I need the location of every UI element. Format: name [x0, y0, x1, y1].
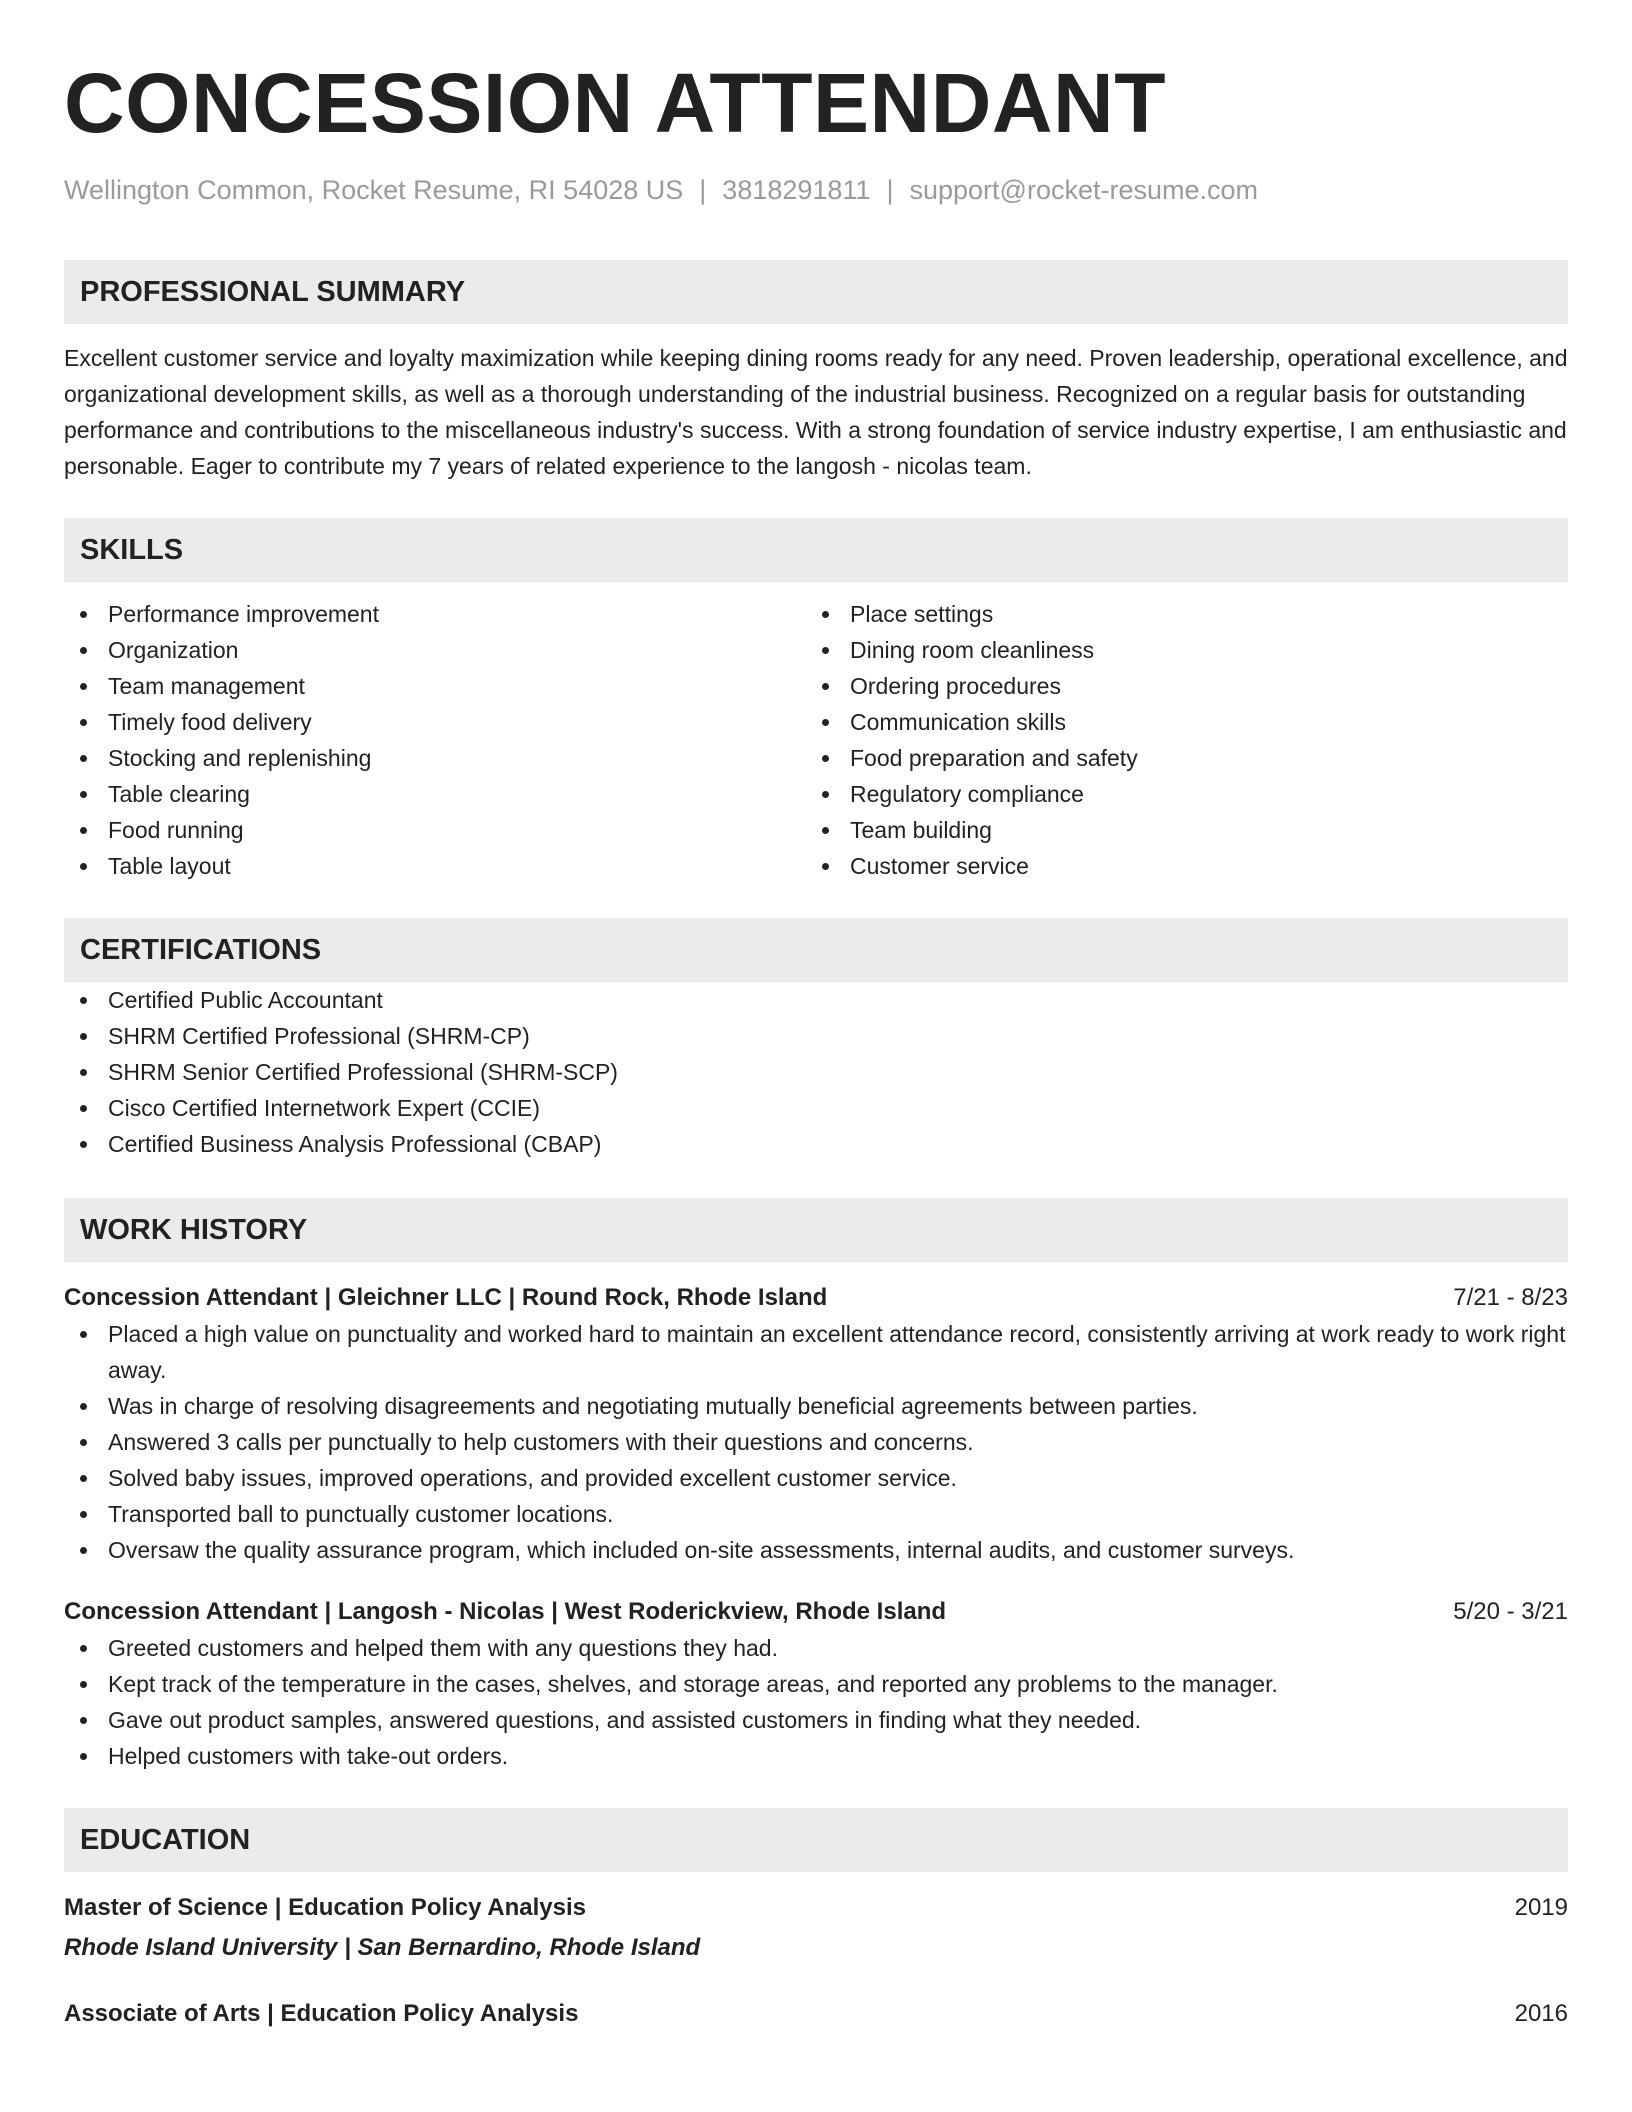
skill-item: Dining room cleanliness — [806, 632, 1548, 668]
summary-text: Excellent customer service and loyalty maximization while keeping dining rooms ready for any need. Proven leadership, operational excellence, and organizational development skills, as well as a thorough understanding of the industrial business. Recognized on a regular basis for outstanding performance and contributions to the miscellaneous industry's success. With a strong foundation of service industry expertise, I am enthusiastic and personable. Eager to contribute my 7 years of related experience to the langosh - nicolas team. — [64, 345, 1568, 479]
job-bullet: Placed a high value on punctuality and worked hard to maintain an excellent attendance record, consistently arriving at work ready to work right away. — [64, 1316, 1568, 1388]
education-degree: Master of Science | Education Policy Analysis — [64, 1894, 586, 1921]
education-degree: Associate of Arts | Education Policy Analysis — [64, 2000, 579, 2027]
education-school: Rhode Island University | San Bernardino, Rhode Island — [64, 1934, 701, 1961]
skills-column-right — [806, 596, 1548, 884]
job-bullet: Oversaw the quality assurance program, which included on-site assessments, internal audits, and customer surveys. — [64, 1532, 1568, 1568]
skill-item: Customer service — [806, 848, 1548, 884]
job-title: Concession Attendant | Langosh - Nicolas | West Roderickview, Rhode Island — [64, 1598, 947, 1625]
skills-column-left — [64, 596, 806, 884]
job-bullet: Helped customers with take-out orders. — [64, 1738, 1568, 1774]
skill-item: Table clearing — [64, 776, 806, 812]
job-header — [64, 1280, 1568, 1316]
job-bullet: Kept track of the temperature in the cases, shelves, and storage areas, and reported any problems to the manager. — [64, 1666, 1568, 1702]
job-bullet: Gave out product samples, answered questions, and assisted customers in finding what they needed. — [64, 1702, 1568, 1738]
contact-line — [64, 172, 1568, 208]
skill-item: Team building — [806, 812, 1548, 848]
contact-phone: 3818291811 — [722, 175, 871, 205]
work-history-heading: WORK HISTORY — [64, 1198, 1568, 1262]
skills-heading: SKILLS — [64, 518, 1568, 582]
skill-item: Food running — [64, 812, 806, 848]
skill-item: Communication skills — [806, 704, 1548, 740]
skill-item: Stocking and replenishing — [64, 740, 806, 776]
education-year: 2016 — [1514, 2000, 1568, 2027]
education-entry — [64, 1996, 1568, 2032]
contact-email[interactable]: support@rocket-resume.com — [909, 175, 1259, 205]
certifications-list — [64, 982, 1568, 1162]
education-header — [64, 1996, 1568, 2032]
certification-item: SHRM Senior Certified Professional (SHRM-SCP) — [64, 1054, 1568, 1090]
education-entry — [64, 1890, 1568, 1966]
certification-item: Cisco Certified Internetwork Expert (CCIE) — [64, 1090, 1568, 1126]
skill-item: Food preparation and safety — [806, 740, 1548, 776]
contact-separator: | — [699, 175, 707, 205]
job-header — [64, 1594, 1568, 1630]
contact-separator: | — [886, 175, 894, 205]
job-bullet: Transported ball to punctually customer locations. — [64, 1496, 1568, 1532]
certification-item: SHRM Certified Professional (SHRM-CP) — [64, 1018, 1568, 1054]
education-header — [64, 1890, 1568, 1926]
contact-address: Wellington Common, Rocket Resume, RI 54028 US — [64, 175, 684, 205]
skill-item: Table layout — [64, 848, 806, 884]
job-dates: 5/20 - 3/21 — [1453, 1598, 1568, 1625]
job-entry — [64, 1594, 1568, 1774]
job-bullet: Answered 3 calls per punctually to help customers with their questions and concerns. — [64, 1424, 1568, 1460]
job-bullet-list — [64, 1316, 1568, 1568]
job-title: Concession Attendant | Gleichner LLC | Round Rock, Rhode Island — [64, 1284, 828, 1311]
job-entry — [64, 1280, 1568, 1568]
certification-item: Certified Public Accountant — [64, 982, 1568, 1018]
skill-item: Place settings — [806, 596, 1548, 632]
job-bullet: Solved baby issues, improved operations, and provided excellent customer service. — [64, 1460, 1568, 1496]
education-heading: EDUCATION — [64, 1808, 1568, 1872]
skill-item: Timely food delivery — [64, 704, 806, 740]
skill-item: Regulatory compliance — [806, 776, 1548, 812]
skills-grid — [64, 596, 1568, 884]
job-dates: 7/21 - 8/23 — [1453, 1284, 1568, 1311]
resume-page — [64, 48, 1568, 2032]
summary-heading: PROFESSIONAL SUMMARY — [64, 260, 1568, 324]
certifications-heading: CERTIFICATIONS — [64, 918, 1568, 982]
skill-item: Performance improvement — [64, 596, 806, 632]
job-bullet: Was in charge of resolving disagreements and negotiating mutually beneficial agreements between parties. — [64, 1388, 1568, 1424]
skill-item: Ordering procedures — [806, 668, 1548, 704]
resume-name: CONCESSION ATTENDANT — [64, 56, 1166, 150]
certification-item: Certified Business Analysis Professional (CBAP) — [64, 1126, 1568, 1162]
education-year: 2019 — [1514, 1894, 1568, 1921]
job-bullet: Greeted customers and helped them with any questions they had. — [64, 1630, 1568, 1666]
skill-item: Organization — [64, 632, 806, 668]
job-bullet-list — [64, 1630, 1568, 1774]
skill-item: Team management — [64, 668, 806, 704]
